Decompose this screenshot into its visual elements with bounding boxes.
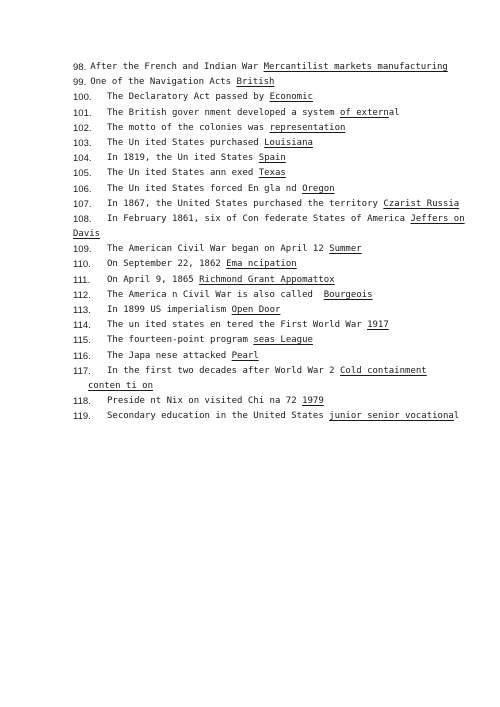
item-number: 119. <box>73 411 91 423</box>
list-item <box>73 303 433 318</box>
item-text: The Japa nese attacked <box>107 350 227 361</box>
item-answer: 1917 <box>367 320 389 331</box>
item-number: 111. <box>73 274 91 286</box>
item-number: 116. <box>73 350 91 362</box>
list-item <box>73 106 433 121</box>
item-answer-continuation: Davis <box>73 229 101 240</box>
item-number: 112. <box>73 289 91 301</box>
item-text-tail: al <box>388 107 400 118</box>
list-item <box>73 121 433 136</box>
item-text: In 1819, the Un ited States <box>107 153 254 164</box>
item-answer: Summer <box>329 244 362 255</box>
list-item <box>73 136 433 151</box>
item-number: 100. <box>73 92 92 104</box>
item-answer: Cold containment <box>340 365 427 376</box>
item-text: The Un ited States ann exed <box>107 168 254 179</box>
item-text: In 1899 US imperialism <box>107 305 227 315</box>
item-answer: Open Door <box>231 305 281 315</box>
list-item <box>73 318 433 333</box>
item-text: On April 9, 1865 <box>107 274 194 285</box>
item-text: Secondary education in the United States <box>107 411 324 422</box>
item-text: The British gover nment developed a system <box>107 107 335 118</box>
item-text: On September 22, 1862 <box>107 259 221 270</box>
item-answer: 1979 <box>302 396 324 407</box>
item-answer: representation <box>269 122 346 133</box>
item-number: 115. <box>73 335 91 347</box>
item-text: One of the Navigation Acts <box>90 77 232 88</box>
item-number: 109. <box>73 244 92 256</box>
item-number: 104. <box>73 153 92 165</box>
list-item <box>73 197 460 212</box>
item-answer: seas League <box>253 335 313 346</box>
item-answer: Richmond Grant Appomattox <box>199 274 335 285</box>
list-item <box>73 242 433 257</box>
item-answer: Spain <box>258 153 286 164</box>
item-number: 101. <box>73 107 92 119</box>
item-answer: Bourgeois <box>323 289 373 300</box>
list-item <box>73 333 433 348</box>
item-answer: Oregon <box>302 183 335 194</box>
item-number: 99. <box>73 77 87 89</box>
item-text: The fourteen-point program <box>107 335 248 346</box>
item-number: 107. <box>73 198 92 210</box>
item-answer: of extern <box>340 107 389 118</box>
item-text: The Un ited States forced En gla nd <box>107 183 297 194</box>
item-answer: Texas <box>258 168 286 179</box>
item-answer: Louisiana <box>264 137 313 148</box>
list-item-continuation <box>73 379 433 394</box>
item-answer: Pearl <box>231 350 259 361</box>
item-text: Preside nt Nix on visited Chi na 72 <box>107 396 297 407</box>
item-answer: junior senior vocationa <box>329 411 454 422</box>
item-number: 103. <box>73 137 92 149</box>
item-answer: Ema ncipation <box>226 259 297 270</box>
list-item <box>73 166 433 181</box>
item-number: 114. <box>73 320 91 332</box>
item-text: The un ited states en tered the First World War <box>107 320 362 331</box>
list-item <box>73 90 433 105</box>
item-text: In February 1861, six of Con federate States of America <box>107 213 406 224</box>
list-item <box>73 257 433 272</box>
list-item <box>73 349 433 364</box>
list-item <box>73 60 448 75</box>
item-answer: British <box>236 77 275 88</box>
item-number: 105. <box>73 168 92 180</box>
item-number: 113. <box>73 305 91 316</box>
item-text: The motto of the colonies was <box>107 122 265 133</box>
list-item <box>73 394 433 409</box>
item-text: The Declaratory Act passed by <box>107 92 265 103</box>
item-text: The Un ited States purchased <box>107 137 259 148</box>
list-item <box>73 75 433 90</box>
list-item <box>73 364 433 379</box>
item-text: The America n Civil War is also called <box>107 289 319 300</box>
item-number: 102. <box>73 122 92 134</box>
item-number: 98. <box>73 62 87 73</box>
question-list <box>73 60 465 425</box>
item-answer-continuation: conten ti on <box>88 380 154 391</box>
list-item <box>73 182 433 197</box>
item-text: In 1867, the United States purchased the territory <box>107 198 378 209</box>
item-answer: Jeffers on <box>410 213 465 224</box>
item-text: In the first two decades after World War 2 <box>107 365 335 376</box>
list-item <box>73 409 460 424</box>
item-number: 117. <box>73 365 91 377</box>
item-number: 110. <box>73 259 91 271</box>
item-text: The American Civil War began on April 12 <box>107 244 324 255</box>
list-item <box>73 288 433 303</box>
item-number: 106. <box>73 183 92 195</box>
item-number: 118. <box>73 396 91 408</box>
list-item <box>73 151 433 166</box>
item-answer: Economic <box>269 92 313 103</box>
item-text-tail: l <box>453 411 460 422</box>
item-answer: Czarist Russia <box>383 198 460 209</box>
list-item <box>73 212 465 227</box>
item-answer: Mercantilist markets manufacturing <box>263 62 448 72</box>
list-item <box>73 273 433 288</box>
list-item-continuation <box>73 227 433 242</box>
item-text: After the French and Indian War <box>90 62 259 72</box>
item-number: 108. <box>73 213 92 225</box>
